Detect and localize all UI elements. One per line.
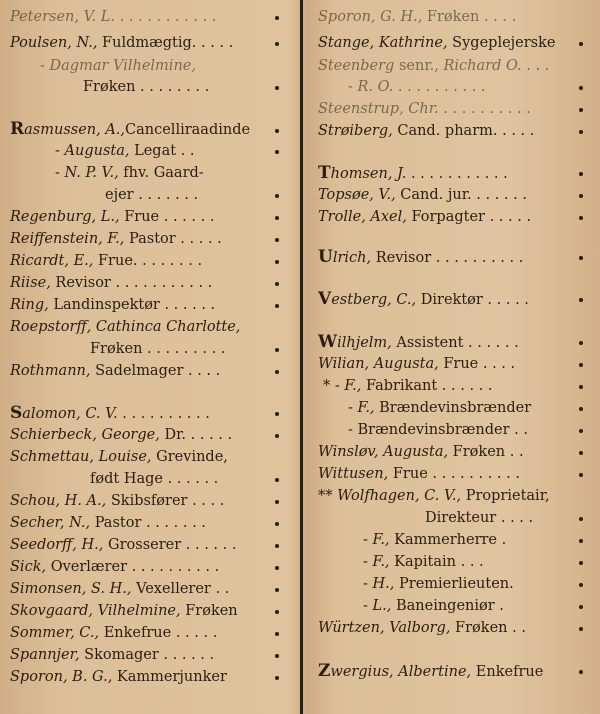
entry-text: Frøken	[180, 603, 238, 619]
entry-line	[318, 55, 549, 77]
entry-text: -	[40, 58, 50, 74]
entry-text: R	[10, 119, 25, 139]
bullet-dot	[275, 304, 279, 308]
entry-line	[318, 617, 526, 639]
bullet-dot	[579, 517, 583, 521]
bullet-dot	[579, 216, 583, 220]
entry-line	[10, 446, 228, 468]
bullet-dot	[275, 588, 279, 592]
entry-text: Skomager . . . . . .	[79, 647, 215, 663]
entry-line	[318, 184, 527, 206]
entry-text: . . . . . . . . . .	[393, 79, 486, 95]
bullet-dot	[275, 566, 279, 570]
bullet-dot	[275, 86, 279, 90]
entry-text: Rothmann,	[10, 363, 91, 379]
entry-text: . . .	[521, 58, 550, 74]
entry-line	[318, 246, 523, 268]
entry-text: H.,	[372, 576, 395, 592]
entry-text: U	[318, 247, 333, 267]
entry-text: T	[318, 163, 331, 183]
bullet-dot	[275, 129, 279, 133]
entry-text: -	[348, 79, 358, 95]
entry-text: L.,	[372, 598, 392, 614]
entry-text: **	[318, 488, 338, 504]
entry-text: Sygeplejerske	[447, 35, 556, 51]
entry-text: . . . . . . . . . .	[117, 406, 210, 422]
bullet-dot	[579, 473, 583, 477]
entry-text: Sick,	[10, 559, 47, 575]
bullet-dot	[275, 654, 279, 658]
bullet-dot	[275, 282, 279, 286]
bullet-dot	[579, 407, 583, 411]
entry-text: Vexellerer . .	[131, 581, 230, 597]
entry-text: Regenburg, L.,	[10, 209, 120, 225]
entry-text: W	[318, 332, 338, 352]
bullet-dot	[579, 561, 583, 565]
entry-text: Schierbeck, George,	[10, 427, 160, 443]
entry-line	[10, 118, 250, 140]
entry-line	[318, 485, 550, 507]
entry-text: Wilian, Augusta,	[318, 356, 439, 372]
bullet-dot	[579, 627, 583, 631]
bullet-dot	[275, 194, 279, 198]
entry-line	[40, 55, 196, 77]
entry-text: ejer . . . . . . .	[105, 187, 199, 203]
entry-text: Steenberg	[318, 58, 395, 74]
entry-text: Assistent . . . . . .	[391, 335, 519, 351]
entry-text: Wolfhagen, C. V.,	[337, 488, 462, 504]
entry-text: -	[348, 400, 358, 416]
entry-text: . . . . . . . . . . .	[406, 166, 508, 182]
entry-line	[10, 622, 217, 644]
entry-text: Grevinde,	[151, 449, 228, 465]
entry-text: F.,	[372, 554, 390, 570]
entry-text: Baneingeniør .	[391, 598, 504, 614]
entry-text: født Hage . . . . . .	[90, 471, 219, 487]
entry-text: lrich,	[332, 250, 372, 266]
entry-text: Topsøe, V.,	[318, 187, 396, 203]
entry-line	[318, 441, 524, 463]
bullet-dot	[275, 260, 279, 264]
entry-text: Petersen, V. L. . . . . . . . . . . .	[10, 9, 217, 25]
entry-line	[10, 206, 214, 228]
entry-text: Simonsen, S. H.,	[10, 581, 132, 597]
entry-line	[10, 316, 240, 338]
entry-text: Secher, N.,	[10, 515, 91, 531]
entry-text: Z	[318, 661, 331, 681]
bullet-dot	[579, 670, 583, 674]
entry-text: Skibsfører . . . .	[106, 493, 225, 509]
entry-text: Spannjer,	[10, 647, 80, 663]
entry-line	[318, 98, 531, 120]
entry-text: Cancelliraadinde	[125, 122, 251, 138]
entry-text: wergius, Albertine,	[330, 664, 472, 680]
entry-line	[10, 578, 229, 600]
entry-line	[425, 507, 533, 529]
entry-text: Dr. . . . . .	[159, 427, 233, 443]
entry-text: Cand. jur. . . . . . .	[395, 187, 527, 203]
entry-line	[10, 294, 215, 316]
entry-text: Riise,	[10, 275, 51, 291]
bullet-dot	[579, 194, 583, 198]
entry-text: Trolle, Axel,	[318, 209, 407, 225]
entry-text: F.,	[372, 532, 390, 548]
entry-text: Grosserer . . . . . .	[103, 537, 237, 553]
entry-text: Skovgaard, Vilhelmine,	[10, 603, 181, 619]
entry-text: Winsløv, Augusta,	[318, 444, 449, 460]
entry-text: Roepstorff, Cathinca Charlotte,	[10, 319, 241, 335]
entry-text: Frøken . .	[450, 620, 526, 636]
entry-line	[105, 184, 198, 206]
entry-line	[318, 162, 508, 184]
entry-text: Frøken . .	[448, 444, 524, 460]
bullet-dot	[275, 42, 279, 46]
bullet-dot	[275, 544, 279, 548]
entry-text: Frue. . . . . . . .	[93, 253, 203, 269]
entry-text: asmussen, A.,	[24, 122, 126, 138]
entry-line	[10, 644, 214, 666]
entry-text: F.,	[344, 378, 362, 394]
bullet-dot	[579, 108, 583, 112]
bullet-dot	[275, 216, 279, 220]
bullet-dot	[275, 150, 279, 154]
entry-line	[318, 206, 531, 228]
entry-line	[318, 463, 520, 485]
entry-text: . . . . . . . . . .	[438, 101, 531, 117]
entry-text: Frøken . . . . . . . .	[83, 79, 210, 95]
entry-line	[10, 600, 238, 622]
entry-line	[83, 76, 209, 98]
bullet-dot	[275, 434, 279, 438]
entry-line	[363, 595, 504, 617]
entry-line	[318, 331, 519, 353]
entry-text: Richard O.	[443, 58, 522, 74]
bullet-dot	[579, 385, 583, 389]
entry-text: Poulsen, N.,	[10, 35, 98, 51]
entry-line	[10, 534, 236, 556]
bullet-dot	[579, 605, 583, 609]
entry-text: Kammerjunker	[112, 669, 227, 685]
entry-text: Reiffenstein, F.,	[10, 231, 125, 247]
entry-text: S	[10, 403, 23, 423]
bullet-dot	[579, 42, 583, 46]
entry-text: N. P. V.,	[64, 165, 119, 181]
entry-line	[318, 660, 543, 682]
entry-text: ilhjelm,	[337, 335, 392, 351]
entry-text: fhv. Gaard-	[118, 165, 204, 181]
bullet-dot	[275, 610, 279, 614]
entry-line	[348, 76, 486, 98]
entry-line	[10, 556, 219, 578]
entry-text: homsen, J.	[330, 166, 407, 182]
entry-text: Sporon, G. H.,	[318, 9, 423, 25]
entry-line	[318, 32, 556, 54]
entry-text: Steenstrup, Chr.	[318, 101, 439, 117]
entry-text: Fuldmægtig. . . . .	[97, 35, 234, 51]
bullet-dot	[579, 341, 583, 345]
bullet-dot	[579, 130, 583, 134]
entry-text: Schou, H. A.,	[10, 493, 107, 509]
bullet-dot	[275, 412, 279, 416]
entry-line	[318, 288, 529, 310]
entry-line	[10, 250, 202, 272]
bullet-dot	[275, 632, 279, 636]
entry-text: R. O.	[357, 79, 394, 95]
entry-text: Pastor . . . . .	[124, 231, 222, 247]
entry-line	[348, 397, 531, 419]
entry-text: - Brændevinsbrænder . .	[348, 422, 528, 438]
bullet-dot	[275, 16, 279, 20]
entry-text: Fabrikant . . . . . .	[361, 378, 493, 394]
entry-text: Frue . . . . . . . . . .	[388, 466, 520, 482]
entry-line	[10, 402, 210, 424]
entry-line	[10, 360, 220, 382]
entry-text: -	[55, 165, 65, 181]
entry-text: senr.,	[394, 58, 444, 74]
entry-text: Würtzen, Valborg,	[318, 620, 451, 636]
bullet-dot	[579, 451, 583, 455]
entry-text: Strøiberg,	[318, 123, 393, 139]
entry-line	[90, 468, 218, 490]
entry-line	[10, 228, 222, 250]
entry-line	[10, 424, 232, 446]
bullet-dot	[579, 86, 583, 90]
entry-text: Ring,	[10, 297, 49, 313]
entry-text: Sommer, C.,	[10, 625, 100, 641]
bullet-dot	[579, 429, 583, 433]
entry-text: Forpagter . . . . .	[406, 209, 532, 225]
entry-line	[318, 120, 534, 142]
entry-text: -	[363, 598, 373, 614]
entry-text: Premierlieuten.	[394, 576, 514, 592]
entry-line	[318, 6, 516, 28]
entry-text: Revisor . . . . . . . . . . .	[50, 275, 213, 291]
entry-line	[363, 529, 506, 551]
entry-text: Sporon, B. G.,	[10, 669, 113, 685]
entry-line	[10, 512, 206, 534]
column-divider	[300, 0, 303, 714]
entry-text: Enkefrue . . . . .	[99, 625, 218, 641]
entry-text: Overlærer . . . . . . . . . .	[46, 559, 220, 575]
entry-line	[10, 6, 216, 28]
entry-text: Frøken . . . . . . . . .	[90, 341, 226, 357]
bullet-dot	[579, 539, 583, 543]
entry-text: Kammerherre .	[389, 532, 507, 548]
bullet-dot	[275, 676, 279, 680]
entry-line	[323, 375, 493, 397]
entry-text: Kapitain . . .	[389, 554, 484, 570]
entry-text: F.,	[357, 400, 375, 416]
entry-text: Enkefrue	[471, 664, 544, 680]
entry-text: Ricardt, E.,	[10, 253, 94, 269]
entry-text: estberg, C.,	[331, 292, 417, 308]
entry-line	[363, 551, 484, 573]
entry-text: Augusta,	[64, 143, 130, 159]
entry-text: V	[318, 289, 332, 309]
entry-line	[55, 162, 204, 184]
entry-text: -	[363, 532, 373, 548]
bullet-dot	[579, 256, 583, 260]
bullet-dot	[579, 172, 583, 176]
entry-line	[10, 490, 224, 512]
bullet-dot	[275, 500, 279, 504]
bullet-dot	[275, 348, 279, 352]
entry-text: -	[55, 143, 65, 159]
entry-line	[55, 140, 194, 162]
entry-line	[363, 573, 514, 595]
entry-line	[318, 353, 515, 375]
bullet-dot	[579, 363, 583, 367]
entry-text: -	[363, 576, 373, 592]
entry-text: Frøken . . . .	[422, 9, 517, 25]
entry-text: Proprietair,	[461, 488, 550, 504]
entry-text: -	[363, 554, 373, 570]
bullet-dot	[275, 238, 279, 242]
entry-text: Cand. pharm. . . . .	[392, 123, 535, 139]
entry-text: Wittusen,	[318, 466, 389, 482]
entry-line	[10, 666, 227, 688]
bullet-dot	[579, 583, 583, 587]
entry-text: * -	[323, 378, 345, 394]
entry-text: Landinspektør . . . . . .	[48, 297, 216, 313]
entry-text: Direktør . . . . .	[416, 292, 529, 308]
entry-text: Sadelmager . . . .	[90, 363, 221, 379]
bullet-dot	[275, 478, 279, 482]
entry-text: Seedorff, H.,	[10, 537, 104, 553]
entry-text: alomon, C. V.	[22, 406, 118, 422]
entry-text: Legat . .	[129, 143, 195, 159]
entry-text: Frue . . . . . .	[119, 209, 215, 225]
bullet-dot	[579, 298, 583, 302]
entry-line	[10, 272, 212, 294]
entry-text: Revisor . . . . . . . . . .	[371, 250, 524, 266]
entry-text: Frue . . . .	[438, 356, 516, 372]
bullet-dot	[275, 370, 279, 374]
entry-line	[348, 419, 528, 441]
entry-text: Dagmar Vilhelmine,	[49, 58, 196, 74]
entry-line	[90, 338, 225, 360]
entry-text: Stange, Kathrine,	[318, 35, 448, 51]
bullet-dot	[275, 522, 279, 526]
entry-text: Pastor . . . . . . .	[90, 515, 206, 531]
entry-text: Direkteur . . . .	[425, 510, 534, 526]
entry-text: Brændevinsbrænder	[374, 400, 532, 416]
entry-text: Schmettau, Louise,	[10, 449, 152, 465]
entry-line	[10, 32, 233, 54]
